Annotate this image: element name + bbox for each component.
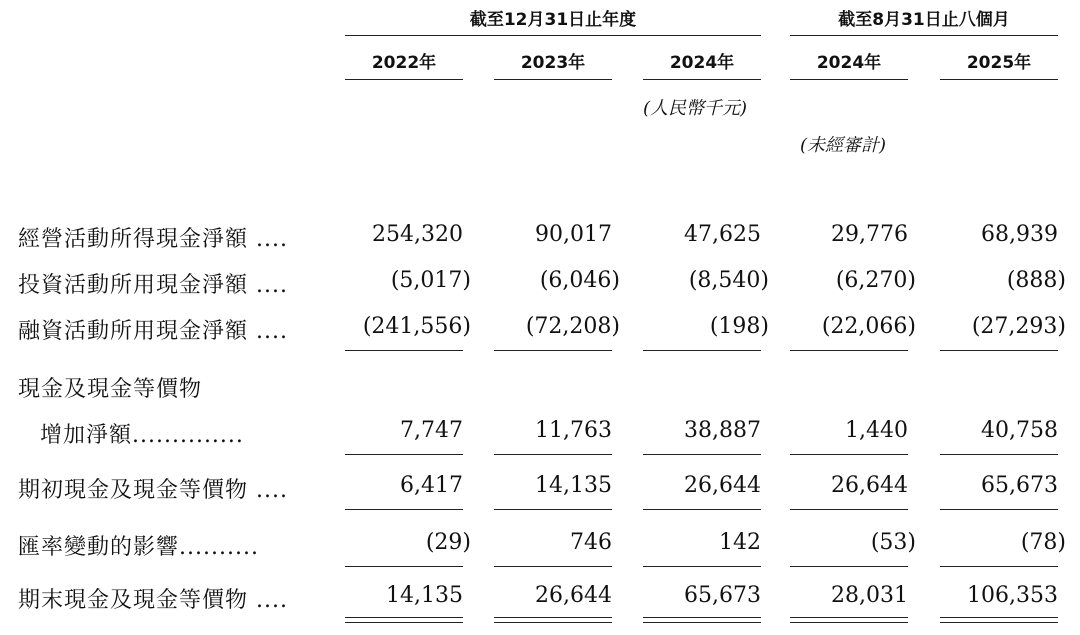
table-cell: (6,270) bbox=[835, 268, 916, 293]
table-cell: 90,017 bbox=[535, 222, 612, 247]
row-label-cash-equivalents: 現金及現金等價物 bbox=[18, 377, 203, 402]
year-header-2023: 2023年 bbox=[520, 53, 586, 73]
subtotal-rule bbox=[643, 350, 761, 351]
table-cell: (72,208) bbox=[525, 314, 620, 339]
subtotal-rule bbox=[345, 350, 463, 351]
total-double-rule bbox=[494, 617, 612, 623]
total-double-rule bbox=[940, 617, 1058, 623]
subtotal-rule bbox=[345, 454, 463, 455]
table-cell: (241,556) bbox=[362, 314, 471, 339]
subtotal-rule bbox=[940, 509, 1058, 510]
table-cell: 14,135 bbox=[535, 473, 612, 498]
table-cell: 11,763 bbox=[535, 418, 612, 443]
subtotal-rule bbox=[345, 509, 463, 510]
year-header-2024-8m: 2024年 bbox=[816, 53, 882, 73]
subtotal-rule bbox=[940, 566, 1058, 567]
table-cell: 68,939 bbox=[981, 222, 1058, 247]
table-cell: 29,776 bbox=[831, 222, 908, 247]
total-double-rule bbox=[643, 617, 761, 623]
subtotal-rule bbox=[345, 566, 463, 567]
subtotal-rule bbox=[940, 350, 1058, 351]
table-cell: 65,673 bbox=[981, 473, 1058, 498]
row-label-opening-cash: 期初現金及現金等價物 .... bbox=[18, 478, 288, 503]
total-double-rule bbox=[345, 617, 463, 623]
subtotal-rule bbox=[494, 509, 612, 510]
table-cell: 28,031 bbox=[831, 583, 908, 608]
table-cell: (27,293) bbox=[971, 314, 1066, 339]
table-cell: (5,017) bbox=[390, 268, 471, 293]
subtotal-rule bbox=[494, 454, 612, 455]
year-underline bbox=[940, 79, 1058, 80]
year-underline bbox=[643, 79, 761, 80]
group-underline-eight-months bbox=[790, 35, 1058, 36]
table-cell: 47,625 bbox=[684, 222, 761, 247]
currency-note: (人民幣千元) bbox=[643, 98, 748, 119]
subtotal-rule bbox=[790, 509, 908, 510]
subtotal-rule bbox=[790, 566, 908, 567]
year-header-2024: 2024年 bbox=[669, 53, 735, 73]
table-cell: (888) bbox=[1006, 268, 1066, 293]
table-cell: (8,540) bbox=[688, 268, 769, 293]
unaudited-note: (未經審計) bbox=[800, 135, 887, 156]
table-cell: 6,417 bbox=[400, 473, 463, 498]
table-cell: 106,353 bbox=[967, 583, 1058, 608]
table-cell: (198) bbox=[709, 314, 769, 339]
table-cell: 746 bbox=[570, 530, 612, 555]
table-cell: 40,758 bbox=[981, 418, 1058, 443]
header-group-fiscal-year: 截至12月31日止年度 bbox=[469, 10, 637, 30]
subtotal-rule bbox=[643, 454, 761, 455]
table-cell: 14,135 bbox=[386, 583, 463, 608]
year-underline bbox=[790, 79, 908, 80]
table-cell: (22,066) bbox=[821, 314, 916, 339]
table-cell: 254,320 bbox=[372, 222, 463, 247]
subtotal-rule bbox=[494, 566, 612, 567]
row-label-net-increase: 增加淨額.............. bbox=[40, 423, 244, 448]
table-cell: 38,887 bbox=[684, 418, 761, 443]
row-label-fx-effect: 匯率變動的影響.......... bbox=[18, 535, 259, 560]
subtotal-rule bbox=[643, 566, 761, 567]
table-cell: 1,440 bbox=[845, 418, 908, 443]
subtotal-rule bbox=[790, 454, 908, 455]
table-cell: (78) bbox=[1020, 530, 1066, 555]
subtotal-rule bbox=[940, 454, 1058, 455]
table-cell: 26,644 bbox=[831, 473, 908, 498]
row-label-financing: 融資活動所用現金淨額 .... bbox=[18, 319, 288, 344]
row-label-investing: 投資活動所用現金淨額 .... bbox=[18, 273, 288, 298]
table-cell: (53) bbox=[870, 530, 916, 555]
total-double-rule bbox=[790, 617, 908, 623]
header-group-eight-months: 截至8月31日止八個月 bbox=[838, 10, 1010, 30]
group-underline-fiscal-year bbox=[345, 35, 761, 36]
row-label-operating: 經營活動所得現金淨額 .... bbox=[18, 227, 288, 252]
year-header-2022: 2022年 bbox=[371, 53, 437, 73]
table-cell: 65,673 bbox=[684, 583, 761, 608]
table-cell: 7,747 bbox=[400, 418, 463, 443]
subtotal-rule bbox=[790, 350, 908, 351]
year-header-2025-8m: 2025年 bbox=[966, 53, 1032, 73]
table-cell: 26,644 bbox=[535, 583, 612, 608]
table-cell: 142 bbox=[719, 530, 761, 555]
table-cell: (6,046) bbox=[539, 268, 620, 293]
year-underline bbox=[345, 79, 463, 80]
table-cell: 26,644 bbox=[684, 473, 761, 498]
subtotal-rule bbox=[643, 509, 761, 510]
row-label-closing-cash: 期末現金及現金等價物 .... bbox=[18, 588, 288, 613]
subtotal-rule bbox=[494, 350, 612, 351]
table-cell: (29) bbox=[425, 530, 471, 555]
year-underline bbox=[494, 79, 612, 80]
